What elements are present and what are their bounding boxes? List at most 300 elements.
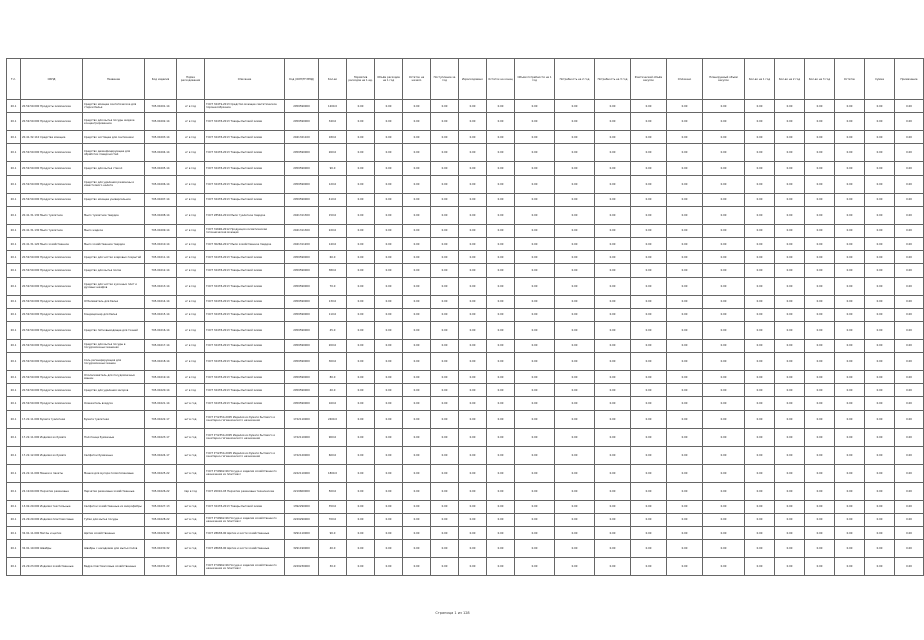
table-cell: 0.00 <box>431 277 459 295</box>
table-cell: 0.00 <box>775 100 805 113</box>
table-cell: 20.41.32.110 Средства моющие <box>21 131 83 144</box>
table-cell: 0.00 <box>745 339 775 352</box>
table-cell: 0.00 <box>347 277 375 295</box>
table-cell: 0.00 <box>431 251 459 264</box>
table-cell: 0.00 <box>895 384 924 397</box>
table-cell: 0.00 <box>487 206 515 224</box>
table-cell: 0.00 <box>595 428 631 446</box>
table-cell: 0.00 <box>459 527 487 540</box>
table-cell: 1800.0 <box>319 464 347 482</box>
table-cell: 705.01017.14 <box>145 339 177 352</box>
table-cell: 0.00 <box>667 397 703 410</box>
table-cell: 0.00 <box>459 206 487 224</box>
table-cell: кг в год <box>177 175 205 193</box>
table-cell: ГОСТ Р 50962-96 Посуда и изделия хозяйственного назначения из пластмасс <box>205 464 285 482</box>
table-cell: 0.00 <box>403 264 431 277</box>
table-cell: 0.00 <box>431 113 459 131</box>
table-cell: ГОСТ 28638-90 Щетки и кисти хозяйственные <box>205 527 285 540</box>
table-cell: 705.01021.14 <box>145 397 177 410</box>
table-cell: 260.0 <box>319 144 347 162</box>
table-cell: 0.00 <box>745 464 775 482</box>
table-cell: Средство моющее универсальное <box>83 193 145 206</box>
table-cell: кг в год <box>177 308 205 321</box>
table-cell: 0.00 <box>805 175 835 193</box>
table-cell: 0.00 <box>745 321 775 339</box>
table-cell: 20.1 <box>7 175 21 193</box>
table-cell: 705.01005.14 <box>145 162 177 175</box>
table-cell: ГОСТ 20010-93 Перчатки резиновые технические <box>205 482 285 500</box>
table-cell: 0.00 <box>347 206 375 224</box>
table-cell: 0.00 <box>431 482 459 500</box>
table-cell: 0.00 <box>515 264 555 277</box>
table-cell: 0.00 <box>703 513 745 526</box>
column-header: Планируемый объём закупок <box>703 59 745 100</box>
table-cell: 160.0 <box>319 397 347 410</box>
table-cell: 0.00 <box>347 384 375 397</box>
table-cell: 600.0 <box>319 446 347 464</box>
table-cell: 0.00 <box>555 371 595 384</box>
table-cell: 705.01001.14 <box>145 100 177 113</box>
table-cell: 0.00 <box>595 175 631 193</box>
table-row <box>7 339 924 352</box>
table-cell: 0.00 <box>865 295 895 308</box>
table-cell: 0.00 <box>703 558 745 576</box>
table-cell: 20.59.59.000 Продукты химические <box>21 251 83 264</box>
table-cell: 0.00 <box>745 353 775 371</box>
table-cell: 0.00 <box>631 371 667 384</box>
table-cell: 0.00 <box>631 308 667 321</box>
table-cell: 0.00 <box>865 206 895 224</box>
column-header: Описание <box>205 59 285 100</box>
table-cell: 0.00 <box>775 513 805 526</box>
table-row <box>7 295 924 308</box>
table-cell: 0.00 <box>375 353 403 371</box>
table-cell: 0.00 <box>595 339 631 352</box>
table-cell: 0.00 <box>835 100 865 113</box>
table-cell: ГОСТ Р 50962-96 Посуда и изделия хозяйственного назначения из пластмасс <box>205 558 285 576</box>
column-header: Потребность на 3 год <box>595 59 631 100</box>
table-cell: 0.00 <box>515 464 555 482</box>
table-cell: 0.00 <box>895 175 924 193</box>
table-cell: 2041321100 <box>285 131 319 144</box>
column-header: Потребность на 2 год <box>555 59 595 100</box>
table-cell: 0.00 <box>595 397 631 410</box>
table-cell: 0.00 <box>865 500 895 513</box>
table-cell: Средство пятновыводящее для тканей <box>83 321 145 339</box>
table-cell: 0.00 <box>745 527 775 540</box>
table-cell: 0.00 <box>805 428 835 446</box>
table-cell: ГОСТ 32478-2013 Товары бытовой химии <box>205 339 285 352</box>
table-cell: 0.00 <box>703 321 745 339</box>
table-cell: 705.01004.14 <box>145 144 177 162</box>
table-cell: 0.00 <box>895 295 924 308</box>
table-cell: 0.00 <box>667 193 703 206</box>
table-cell: 20.59.59.000 Продукты химические <box>21 308 83 321</box>
table-cell: 0.00 <box>347 500 375 513</box>
table-cell: 17.22.12.000 Изделия из бумаги <box>21 446 83 464</box>
table-cell: 705.01013.14 <box>145 277 177 295</box>
table-cell: 0.00 <box>375 113 403 131</box>
table-cell: 20.59.59.000 Продукты химические <box>21 339 83 352</box>
table-cell: 1200.0 <box>319 100 347 113</box>
table-cell: кг в год <box>177 100 205 113</box>
table-cell: 0.00 <box>555 131 595 144</box>
table-cell: 0.00 <box>745 371 775 384</box>
table-cell: 0.00 <box>459 175 487 193</box>
table-cell: ГОСТ Р 52354-2005 Изделия из бумаги бытового и санитарно-гигиенического назначения <box>205 410 285 428</box>
table-cell: кг в год <box>177 224 205 237</box>
table-cell: 0.00 <box>375 308 403 321</box>
table-cell: Перчатки резиновые хозяйственные <box>83 482 145 500</box>
table-cell: 0.00 <box>459 100 487 113</box>
table-cell: 0.00 <box>347 371 375 384</box>
table-cell: 20.1 <box>7 428 21 446</box>
table-row <box>7 410 924 428</box>
table-cell: 0.00 <box>403 224 431 237</box>
table-cell: ГОСТ 32478-2013 Товары бытовой химии <box>205 371 285 384</box>
table-cell: 0.00 <box>487 224 515 237</box>
table-cell: 0.00 <box>745 482 775 500</box>
table-cell: шт в год <box>177 500 205 513</box>
table-cell: 0.00 <box>805 264 835 277</box>
table-cell: 0.00 <box>403 175 431 193</box>
table-cell: Губки для мытья посуды <box>83 513 145 526</box>
table-cell: 0.00 <box>667 308 703 321</box>
table-cell: 0.00 <box>631 321 667 339</box>
table-cell: 0.00 <box>631 264 667 277</box>
table-cell: 3291190000 <box>285 540 319 558</box>
table-cell: 20.1 <box>7 482 21 500</box>
table-cell: ГОСТ 31696-2012 Продукция косметическая гигиеническая моющая <box>205 224 285 237</box>
table-cell: Щетки хозяйственные <box>83 527 145 540</box>
table-cell: 0.00 <box>667 264 703 277</box>
table-cell: 0.00 <box>745 100 775 113</box>
table-cell: 0.00 <box>703 206 745 224</box>
table-cell: 0.00 <box>487 113 515 131</box>
table-cell: 0.00 <box>431 527 459 540</box>
table-cell: 0.00 <box>745 540 775 558</box>
column-header: Оплачено <box>667 59 703 100</box>
table-cell: 20.1 <box>7 371 21 384</box>
table-row <box>7 144 924 162</box>
table-cell: 0.00 <box>895 500 924 513</box>
table-cell: 0.00 <box>775 339 805 352</box>
table-cell: 0.00 <box>431 308 459 321</box>
table-cell: 0.00 <box>347 162 375 175</box>
table-row <box>7 100 924 113</box>
page-footer: Страница 1 из 128 <box>435 611 470 615</box>
table-cell: 0.00 <box>865 100 895 113</box>
table-cell: 0.00 <box>431 162 459 175</box>
table-cell: 0.00 <box>347 527 375 540</box>
table-cell: 0.00 <box>775 500 805 513</box>
table-cell: 0.00 <box>347 339 375 352</box>
table-cell: 0.00 <box>595 295 631 308</box>
table-cell: 0.00 <box>667 131 703 144</box>
table-cell: 0.00 <box>555 464 595 482</box>
table-cell: 0.00 <box>865 277 895 295</box>
table-cell: 705.01010.14 <box>145 237 177 250</box>
column-header: Объём потребности на 1 год <box>515 59 555 100</box>
table-cell: 0.00 <box>403 131 431 144</box>
table-cell: 0.00 <box>459 193 487 206</box>
table-row <box>7 397 924 410</box>
table-cell: 0.00 <box>375 428 403 446</box>
table-row <box>7 353 924 371</box>
table-cell: 0.00 <box>865 446 895 464</box>
table-cell: 20.59.59.000 Продукты химические <box>21 371 83 384</box>
table-cell: 0.00 <box>431 237 459 250</box>
table-cell: кг в год <box>177 264 205 277</box>
table-cell: Салфетки хозяйственные из микрофибры <box>83 500 145 513</box>
table-cell: Кондиционер для белья <box>83 308 145 321</box>
table-cell: 20.1 <box>7 464 21 482</box>
table-cell: 0.00 <box>347 308 375 321</box>
table-cell: 0.00 <box>515 540 555 558</box>
table-cell: 0.00 <box>459 277 487 295</box>
table-cell: 20.59.59.000 Продукты химические <box>21 113 83 131</box>
table-cell: 0.00 <box>631 100 667 113</box>
table-cell: 0.00 <box>895 308 924 321</box>
table-cell: 0.00 <box>375 527 403 540</box>
table-cell: 20.59.59.000 Продукты химические <box>21 175 83 193</box>
table-cell: 705.01027.13 <box>145 500 177 513</box>
table-cell: Средство моющее синтетическое для стирки белья <box>83 100 145 113</box>
table-cell: 0.00 <box>459 428 487 446</box>
table-cell: 0.00 <box>703 428 745 446</box>
table-cell: 0.00 <box>631 410 667 428</box>
table-cell: ГОСТ 32478-2013 Товары бытовой химии <box>205 162 285 175</box>
table-cell: 0.00 <box>775 131 805 144</box>
table-cell: 0.00 <box>865 384 895 397</box>
table-cell: 0.00 <box>347 540 375 558</box>
table-cell: 0.00 <box>555 384 595 397</box>
table-cell: 0.00 <box>835 446 865 464</box>
table-cell: 20.1 <box>7 224 21 237</box>
table-cell: 0.00 <box>865 237 895 250</box>
table-cell: 20.59.59.000 Продукты химические <box>21 264 83 277</box>
table-cell: 0.00 <box>703 100 745 113</box>
table-cell: 0.00 <box>835 308 865 321</box>
table-cell: 0.00 <box>631 446 667 464</box>
table-cell: 0.00 <box>835 264 865 277</box>
table-row <box>7 513 924 526</box>
table-cell: Швабры с насадками для мытья полов <box>83 540 145 558</box>
table-cell: 0.00 <box>375 264 403 277</box>
table-cell: 0.00 <box>703 410 745 428</box>
table-cell: 0.00 <box>595 446 631 464</box>
table-row <box>7 371 924 384</box>
table-cell: 0.00 <box>487 540 515 558</box>
table-cell: 0.00 <box>631 131 667 144</box>
table-cell: 20.1 <box>7 410 21 428</box>
table-cell: 20.59.59.000 Продукты химические <box>21 397 83 410</box>
table-cell: 20.1 <box>7 131 21 144</box>
table-cell: 70.0 <box>319 277 347 295</box>
table-cell: 0.00 <box>487 251 515 264</box>
table-cell: 150.0 <box>319 206 347 224</box>
table-cell: Мыло жидкое <box>83 224 145 237</box>
table-cell: Средство для мытья посуды жидкое концентрированное <box>83 113 145 131</box>
column-header: Сумма <box>865 59 895 100</box>
table-cell: 20.59.59.000 Продукты химические <box>21 144 83 162</box>
table-cell: 0.00 <box>595 527 631 540</box>
table-cell: кг в год <box>177 144 205 162</box>
table-cell: 0.00 <box>515 237 555 250</box>
table-cell: шт в год <box>177 428 205 446</box>
table-cell: 0.00 <box>775 113 805 131</box>
table-cell: 0.00 <box>775 482 805 500</box>
table-cell: 0.00 <box>515 527 555 540</box>
table-cell: 0.00 <box>375 193 403 206</box>
table-cell: 0.00 <box>835 251 865 264</box>
table-cell: 0.00 <box>487 264 515 277</box>
table-cell: 0.00 <box>555 277 595 295</box>
table-cell: 0.00 <box>487 397 515 410</box>
table-cell: 0.00 <box>667 339 703 352</box>
table-cell: 0.00 <box>895 527 924 540</box>
table-cell: 705.01003.14 <box>145 131 177 144</box>
table-cell: 0.00 <box>703 446 745 464</box>
table-cell: 0.00 <box>703 482 745 500</box>
table-cell: 0.00 <box>431 339 459 352</box>
table-cell: 0.00 <box>347 397 375 410</box>
table-cell: 0.00 <box>515 100 555 113</box>
table-cell: 0.00 <box>865 353 895 371</box>
table-cell: 705.01018.14 <box>145 353 177 371</box>
table-cell: 0.00 <box>835 384 865 397</box>
table-cell: 0.00 <box>403 321 431 339</box>
table-cell: 0.00 <box>555 100 595 113</box>
table-cell: 0.00 <box>745 308 775 321</box>
table-cell: 0.00 <box>667 371 703 384</box>
table-cell: ГОСТ Р 52354-2005 Изделия из бумаги бытового и санитарно-гигиенического назначения <box>205 428 285 446</box>
table-cell: 0.00 <box>835 371 865 384</box>
table-cell: Средство для мытья посуды в посудомоечных машинах <box>83 339 145 352</box>
table-cell: 0.00 <box>403 558 431 576</box>
table-cell: Средство для чистки ковровых покрытий <box>83 251 145 264</box>
table-cell: ГОСТ 30266-2017 Мыло хозяйственное твердое <box>205 237 285 250</box>
table-cell: кг в год <box>177 353 205 371</box>
table-cell: 0.00 <box>895 371 924 384</box>
table-cell: 20.59.59.000 Продукты химические <box>21 295 83 308</box>
table-cell: 0.00 <box>515 500 555 513</box>
table-cell: 0.00 <box>431 100 459 113</box>
table-cell: 0.00 <box>595 464 631 482</box>
table-cell: 705.01023.17 <box>145 428 177 446</box>
table-cell: 2059590000 <box>285 113 319 131</box>
table-cell: 0.00 <box>403 540 431 558</box>
table-cell: 0.00 <box>805 113 835 131</box>
table-cell: 0.00 <box>515 482 555 500</box>
column-header: Название <box>83 59 145 100</box>
table-cell: 0.00 <box>487 464 515 482</box>
table-cell: 2229290000 <box>285 513 319 526</box>
table-cell: 0.00 <box>775 428 805 446</box>
table-cell: 2059590000 <box>285 384 319 397</box>
table-cell: 0.00 <box>431 295 459 308</box>
table-cell: 0.00 <box>667 100 703 113</box>
table-cell: 40.0 <box>319 384 347 397</box>
table-cell: 0.00 <box>431 500 459 513</box>
table-cell: 20.1 <box>7 162 21 175</box>
table-cell: 0.00 <box>403 144 431 162</box>
table-cell: 0.00 <box>835 428 865 446</box>
column-header: Фактический объём закупок <box>631 59 667 100</box>
table-cell: 0.00 <box>703 500 745 513</box>
table-cell: 0.00 <box>703 397 745 410</box>
table-cell: 20.1 <box>7 527 21 540</box>
table-cell: 0.00 <box>745 295 775 308</box>
table-cell: ГОСТ 32478-2013 Товары бытовой химии <box>205 144 285 162</box>
table-cell: 0.00 <box>703 113 745 131</box>
requirements-table <box>6 58 924 576</box>
table-row <box>7 558 924 576</box>
table-cell: 705.01030.32 <box>145 540 177 558</box>
table-cell: 0.00 <box>745 277 775 295</box>
table-cell: 0.00 <box>631 428 667 446</box>
table-cell: 0.00 <box>805 500 835 513</box>
table-cell: 0.00 <box>895 339 924 352</box>
table-cell: пар в год <box>177 482 205 500</box>
column-header: Остаток на конец <box>487 59 515 100</box>
table-cell: 2059590000 <box>285 193 319 206</box>
table-row <box>7 224 924 237</box>
table-cell: 0.00 <box>515 410 555 428</box>
table-cell: 0.00 <box>555 397 595 410</box>
table-cell: 0.00 <box>431 558 459 576</box>
table-cell: 0.00 <box>403 100 431 113</box>
table-cell: 0.00 <box>895 397 924 410</box>
table-cell: 0.00 <box>805 251 835 264</box>
table-cell: Освежитель воздуха <box>83 397 145 410</box>
table-cell: 0.00 <box>631 224 667 237</box>
table-cell: 0.00 <box>631 251 667 264</box>
table-cell: 380.0 <box>319 264 347 277</box>
table-cell: 0.00 <box>555 251 595 264</box>
table-cell: Средство дезинфицирующее для обработки поверхностей <box>83 144 145 162</box>
column-header: Остаток на начало <box>403 59 431 100</box>
table-cell: 0.00 <box>555 353 595 371</box>
table-cell: 0.00 <box>631 175 667 193</box>
table-cell: 0.00 <box>403 446 431 464</box>
table-cell: кг в год <box>177 321 205 339</box>
table-cell: 0.00 <box>555 500 595 513</box>
table-cell: 0.00 <box>431 428 459 446</box>
column-header: Кол-во на 3 год <box>805 59 835 100</box>
table-cell: 0.00 <box>347 482 375 500</box>
column-header: Кол-во <box>319 59 347 100</box>
table-cell: 0.00 <box>775 175 805 193</box>
table-cell: 0.00 <box>595 206 631 224</box>
table-cell: 0.00 <box>667 513 703 526</box>
table-cell: 0.00 <box>805 131 835 144</box>
table-cell: 0.00 <box>459 540 487 558</box>
table-cell: 0.00 <box>459 410 487 428</box>
table-cell: 0.00 <box>459 131 487 144</box>
table-cell: 0.00 <box>805 321 835 339</box>
table-cell: 0.00 <box>805 277 835 295</box>
table-cell: 0.00 <box>431 384 459 397</box>
table-cell: 20.1 <box>7 277 21 295</box>
table-cell: 110.0 <box>319 308 347 321</box>
table-cell: 340.0 <box>319 113 347 131</box>
table-cell: 22.22.11.000 Мешки и пакеты <box>21 464 83 482</box>
table-cell: 0.00 <box>487 339 515 352</box>
table-cell: кг в год <box>177 251 205 264</box>
table-cell: 0.00 <box>895 131 924 144</box>
table-cell: 120.0 <box>319 175 347 193</box>
